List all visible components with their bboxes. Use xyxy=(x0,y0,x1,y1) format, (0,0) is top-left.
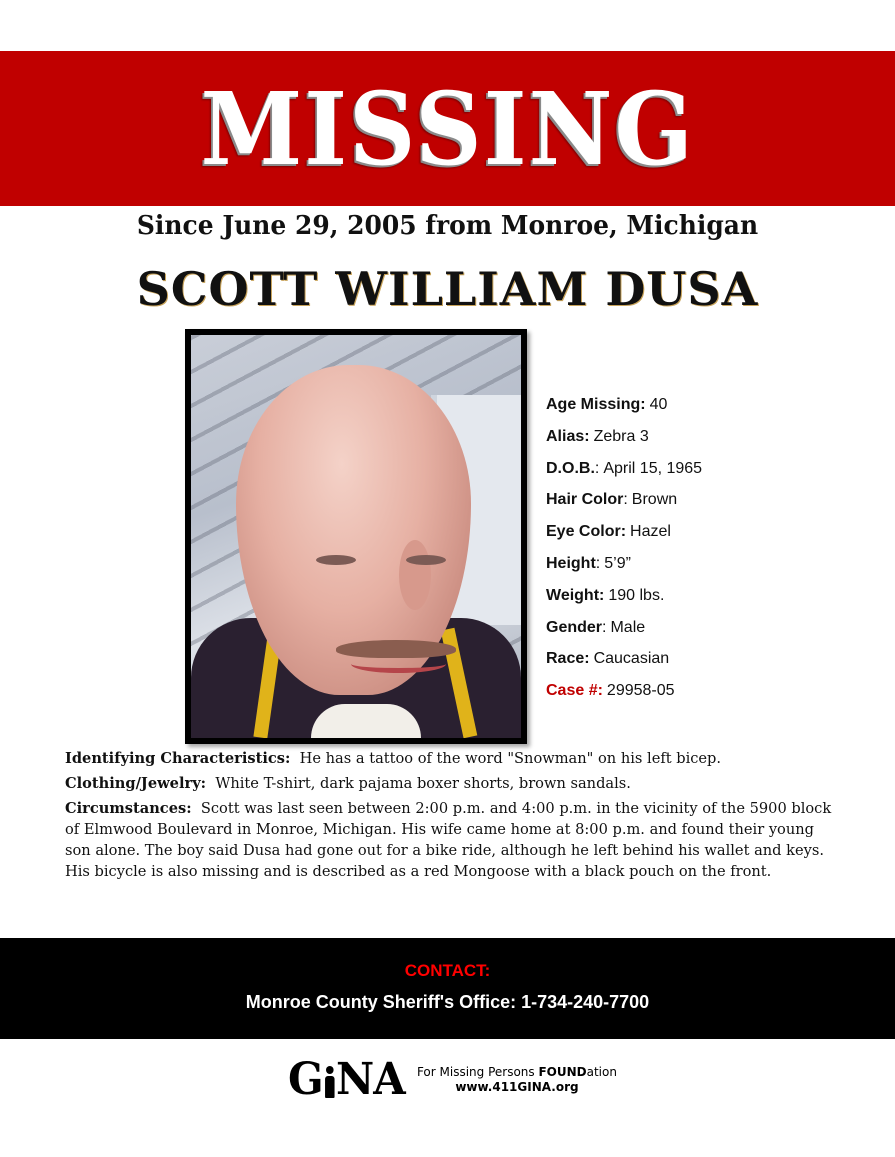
person-photo-frame xyxy=(185,329,527,744)
gina-foundation-logo xyxy=(288,1054,617,1105)
detail-eye-color: Eye Color: Hazel xyxy=(546,523,671,541)
person-name: SCOTT WILLIAM DUSA xyxy=(136,262,759,316)
contact-band xyxy=(0,938,895,1039)
person-figure-icon xyxy=(324,1066,335,1098)
detail-case-number: Case #: 29958-05 xyxy=(546,682,675,700)
detail-height: Height: 5’9” xyxy=(546,554,631,572)
detail-alias: Alias: Zebra 3 xyxy=(546,427,649,445)
gina-website-url: www.411GINA.org xyxy=(455,1080,579,1094)
missing-banner xyxy=(0,51,895,206)
detail-weight: Weight: 190 lbs. xyxy=(546,586,665,604)
detail-gender: Gender: Male xyxy=(546,618,646,636)
circumstances: Circumstances: Scott was last seen between 2:00 p.m. and 4:00 p.m. in the vicinity of the 5900 block of Elmwood Boulevard in Monroe, Michigan. His wife came home at 8:00 p.m. and found their young son alone. The boy said Dusa had gone out for a bike ride, although he left behind his wallet and keys. His bicycle is also missing and is described as a red Mongoose with a black pouch on the front. xyxy=(65,800,832,880)
banner-title: MISSING xyxy=(200,69,695,188)
photo-face xyxy=(236,365,471,695)
missing-since-line: Since June 29, 2005 from Monroe, Michigan xyxy=(136,211,759,241)
detail-hair-color: Hair Color: Brown xyxy=(546,491,678,509)
gina-tagline: For Missing Persons FOUNDation www.411GINA.org xyxy=(416,1065,617,1094)
person-details xyxy=(546,389,876,707)
detail-dob: D.O.B.: April 15, 1965 xyxy=(546,459,703,477)
person-photo xyxy=(191,335,521,738)
case-description xyxy=(65,748,835,886)
detail-race: Race: Caucasian xyxy=(546,650,670,668)
contact-phone-line: Monroe County Sheriff's Office: 1-734-240-7700 xyxy=(245,992,650,1012)
clothing-jewelry: Clothing/Jewelry: White T-shirt, dark pajama boxer shorts, brown sandals. xyxy=(65,775,631,792)
gina-wordmark: G NA xyxy=(288,1054,405,1105)
contact-label: CONTACT: xyxy=(404,961,491,980)
detail-age-missing: Age Missing: 40 xyxy=(546,396,668,413)
identifying-characteristics: Identifying Characteristics: He has a tattoo of the word "Snowman" on his left bicep. xyxy=(65,750,722,767)
